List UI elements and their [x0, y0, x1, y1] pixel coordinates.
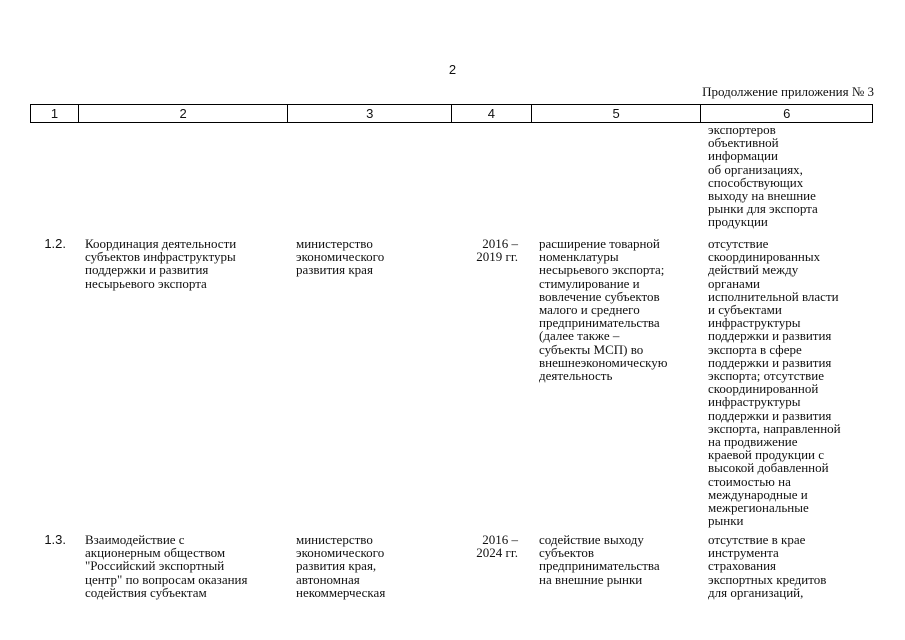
- executor: министерство экономического развития края: [296, 236, 385, 278]
- column-header-2: 2: [79, 105, 289, 122]
- page-number: 2: [448, 62, 457, 77]
- column-header-6: 6: [783, 106, 791, 121]
- activity-name: Координация деятельности субъектов инфраструктуры поддержки и развития несырьевого экспорта: [85, 236, 237, 291]
- row-number: 1.3.: [44, 532, 66, 547]
- column-header-3: 3: [288, 105, 452, 122]
- executor: министерство экономического развития края, автономная некоммерческая: [296, 532, 386, 600]
- expected-result: расширение товарной номенклатуры несырьевого экспорта; стимулирование и вовлечение субъектов малого и среднего предпринимательства (далее также – субъекты МСП) во внешнеэкономическую деятельность: [539, 236, 668, 384]
- table-header-row: [30, 104, 873, 123]
- continued-problem-text: экспортеров объективной информации об организациях, способствующих выходу на внешние рынки для экспорта продукции: [708, 122, 818, 230]
- activity-name: Взаимодействие с акционерным обществом "Российский экспортный центр" по вопросам оказания содействия субъектам: [85, 532, 248, 600]
- column-header-4: 4: [452, 105, 532, 122]
- appendix-continuation-label: Продолжение приложения № 3: [702, 84, 874, 99]
- problem-description: отсутствие в крае инструмента страхования экспортных кредитов для организаций,: [708, 532, 827, 600]
- row-number: 1.2.: [44, 236, 66, 251]
- column-header-1: 1: [31, 105, 79, 122]
- implementation-period: 2016 – 2019 гг.: [476, 236, 518, 265]
- implementation-period: 2016 – 2024 гг.: [476, 532, 518, 561]
- expected-result: содействие выходу субъектов предпринимательства на внешние рынки: [539, 532, 660, 587]
- problem-description: отсутствие скоординированных действий между органами исполнительной власти и субъектами инфраструктуры поддержки и развития экспорта в сфере поддержки и развития экспорта; отсутствие скоординированной инфраструктуры поддержки и развития экспорта, направленной на продвижение краевой продукции с высокой добавленной стоимостью на международные и межрегиональные рынки: [708, 236, 841, 529]
- column-header-5: 5: [532, 105, 702, 122]
